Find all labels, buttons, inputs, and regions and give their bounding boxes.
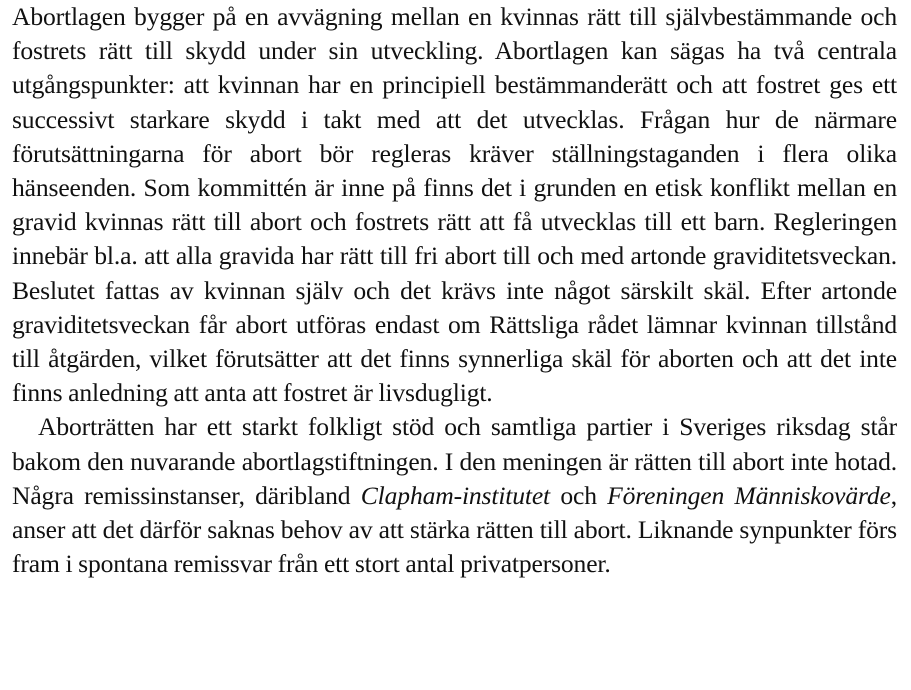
paragraph-text-segment: , anser att det därför saknas behov av att stärka rätten till abort. Liknande synpunkter förs fram i spontana remissvar från ett stort antal privatpersoner. (12, 480, 897, 579)
paragraph-text-segment: och (550, 480, 608, 510)
italic-organization-name: Clapham-institutet (360, 480, 551, 510)
paragraph-abortion-right-support (12, 410, 897, 581)
italic-organization-name: Föreningen Människovärde (607, 480, 891, 510)
paragraph-text-segment: Aborträtten har ett starkt folkligt stöd och samtliga partier i Sveriges riksdag står bakom den nuvarande abortlagstiftningen. I den meningen är rätten till abort inte hotad. Några remissinstanser, däribland (12, 412, 897, 510)
paragraph-abortion-law-balance: Abortlagen bygger på en avvägning mellan en kvinnas rätt till självbestämmande och fostrets rätt till skydd under sin utveckling. Abortlagen kan sägas ha två centrala utgångspunkter: att kvinnan har en principiell bestämmanderätt och att fostret ges ett successivt starkare skydd i takt med att det utvecklas. Frågan hur de närmare förutsättningarna för abort bör regleras kräver ställningstaganden i flera olika hänseenden. Som kommittén är inne på finns det i grunden en etisk konflikt mellan en gravid kvinnas rätt till abort och fostrets rätt att få utvecklas till ett barn. Regleringen innebär bl.a. att alla gravida har rätt till fri abort till och med artonde graviditetsveckan. Beslutet fattas av kvinnan själv och det krävs inte något särskilt skäl. Efter artonde graviditetsveckan får abort utföras endast om Rättsliga rådet lämnar kvinnan tillstånd till åtgärden, vilket förutsätter att det finns synnerliga skäl för aborten och att det inte finns anledning att anta att fostret är livsdugligt. (12, 2, 897, 408)
